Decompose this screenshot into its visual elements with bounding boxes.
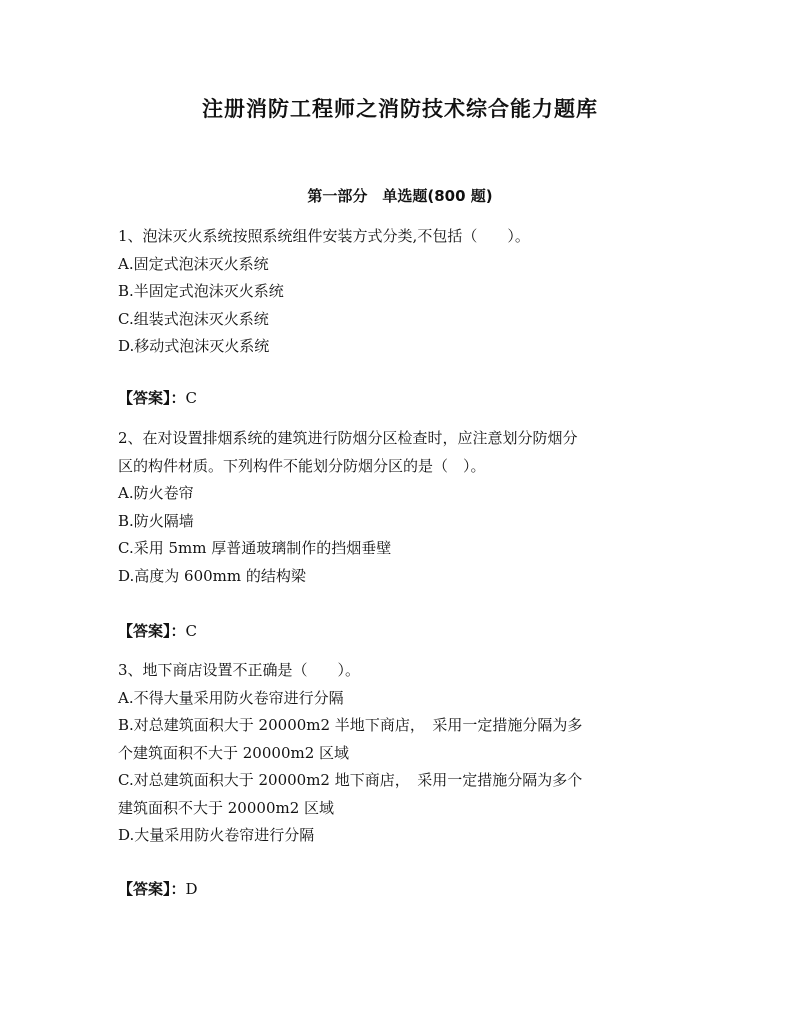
option-a: A.防火卷帘 — [118, 484, 194, 502]
answer-2 — [118, 619, 197, 643]
question-2 — [118, 425, 678, 590]
option-c: C.采用 5mm 厚普通玻璃制作的挡烟垂壁 — [118, 539, 392, 557]
option-d: D.移动式泡沫灭火系统 — [118, 337, 270, 355]
question-1 — [118, 223, 678, 361]
answer-1 — [118, 386, 197, 410]
question-stem-line: 2、在对设置排烟系统的建筑进行防烟分区检查时，应注意划分防烟分 — [118, 429, 578, 447]
option-b: B.对总建筑面积大于 20000m2 半地下商店， 采用一定措施分隔为多 — [118, 716, 583, 734]
question-3 — [118, 657, 678, 850]
answer-value: C — [185, 389, 197, 407]
option-d: D.大量采用防火卷帘进行分隔 — [118, 826, 315, 844]
option-c: C.组装式泡沫灭火系统 — [118, 309, 269, 328]
answer-value: C — [185, 622, 197, 640]
option-b: B.半固定式泡沫灭火系统 — [118, 282, 284, 300]
question-stem-line: 3、地下商店设置不正确是（ ）。 — [118, 661, 361, 679]
option-c-continued: 建筑面积不大于 20000m2 区域 — [118, 798, 335, 817]
document-title: 注册消防工程师之消防技术综合能力题库 — [202, 97, 598, 121]
option-b: B.防火隔墙 — [118, 511, 194, 530]
option-a: A.不得大量采用防火卷帘进行分隔 — [118, 688, 344, 707]
question-stem-line: 1、泡沫灭火系统按照系统组件安装方式分类,不包括（ ）。 — [118, 227, 530, 245]
question-stem-line: 区的构件材质。下列构件不能划分防烟分区的是（ ）。 — [118, 456, 486, 475]
answer-value: D — [185, 880, 198, 898]
answer-3 — [118, 877, 198, 901]
section-title: 第一部分 单选题(800 题) — [307, 187, 493, 205]
option-a: A.固定式泡沫灭火系统 — [118, 254, 269, 273]
option-d: D.高度为 600mm 的结构梁 — [118, 566, 306, 585]
answer-label: 【答案】： — [118, 880, 186, 898]
option-c: C.对总建筑面积大于 20000m2 地下商店， 采用一定措施分隔为多个 — [118, 771, 583, 789]
option-b-continued: 个建筑面积不大于 20000m2 区域 — [118, 743, 350, 762]
answer-label: 【答案】： — [118, 622, 186, 640]
answer-label: 【答案】： — [118, 389, 186, 407]
